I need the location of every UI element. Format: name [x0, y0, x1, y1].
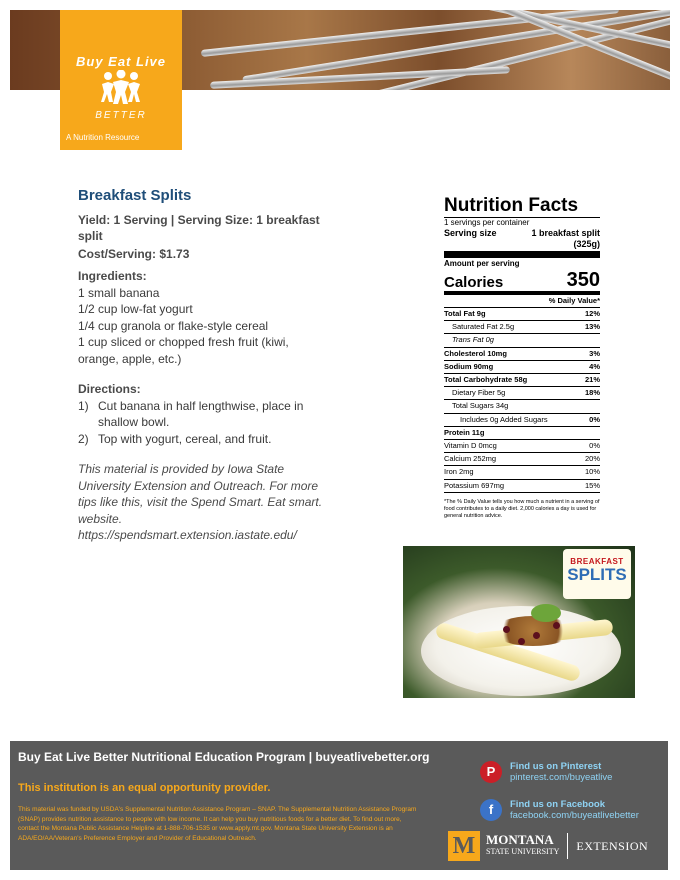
nutrient-label: Protein 11g	[444, 427, 485, 437]
serving-size-value: 1 breakfast split	[531, 228, 600, 238]
direction-number: 2)	[78, 431, 89, 446]
nutrient-row	[444, 334, 600, 347]
facebook-title: Find us on Facebook	[510, 799, 606, 810]
source-credit: This material is provided by Iowa State University Extension and Outreach. For more tips like this, visit the Spend Smart. Eat smart. website. https://spendsmart.extension.iastate.edu/	[78, 462, 323, 542]
berry	[503, 626, 510, 633]
berry	[553, 622, 560, 629]
vitamin-row	[444, 466, 600, 479]
footer-headline: Buy Eat Live Better Nutritional Education Program | buyeatlivebetter.org	[18, 750, 430, 764]
calories-value: 350	[566, 269, 600, 291]
msu-name-line1: MONTANA	[486, 832, 554, 847]
nutrient-dv: 3%	[589, 348, 600, 358]
funding-fine-print: This material was funded by USDA's Supplemental Nutrition Assistance Program – SNAP. The Supplemental Nutrition Assistance Program (SNAP) provides nutrition assistance to people with low income. It can help you buy nutritious foods for a better diet. To find out more, contact the Montana Public Assistance Helpline at 1-888-706-1535 or www.apply.mt.gov. Montana State University Extension is an ADA/EO/AA/Veteran's Preference Employer and Provider of Educational Outreach.	[18, 806, 417, 842]
directions-heading: Directions:	[78, 382, 141, 396]
nutrient-row	[444, 348, 600, 361]
pinterest-title: Find us on Pinterest	[510, 761, 602, 772]
nutrient-label: Includes 0g Added Sugars	[460, 414, 548, 424]
nutrition-footnote: *The % Daily Value tells you how much a nutrient in a serving of food contributes to a daily diet. 2,000 calories a day is used for general nutrition advice.	[444, 498, 600, 519]
direction-item	[78, 398, 328, 431]
nutrient-row	[444, 361, 600, 374]
nutrient-label: Total Sugars 34g	[452, 401, 509, 411]
nutrient-label: Cholesterol 10mg	[444, 348, 507, 358]
nutrient-row	[444, 321, 600, 334]
direction-item	[78, 431, 328, 448]
vitamin-dv: 15%	[584, 480, 600, 490]
pinterest-block[interactable]	[480, 761, 612, 783]
badge-line-2: SPLITS	[567, 565, 627, 584]
ingredient-item: 1 small banana	[78, 285, 160, 300]
berry	[533, 632, 540, 639]
kiwi-slice	[531, 604, 561, 622]
calories-label: Calories	[444, 274, 504, 291]
footer	[10, 741, 668, 870]
nutrient-dv: 4%	[589, 361, 600, 371]
nutrition-title: Nutrition Facts	[444, 195, 600, 218]
vitamin-row	[444, 480, 600, 493]
vitamin-label: Iron 2mg	[444, 467, 474, 477]
logo-brand-text: Buy Eat Live	[75, 54, 167, 69]
recipe-title: Breakfast Splits	[78, 187, 192, 204]
badge-line-1: BREAKFAST	[570, 557, 624, 566]
nutrient-label: Dietary Fiber 5g	[452, 388, 506, 398]
vitamin-label: Calcium 252mg	[444, 454, 497, 464]
logo-tagline: A Nutrition Resource	[66, 133, 140, 142]
vitamin-row	[444, 440, 600, 453]
nutrient-dv: 12%	[584, 309, 600, 318]
ingredient-item: 1 cup sliced or chopped fresh fruit (kiwi, orange, apple, etc.)	[78, 335, 289, 366]
equal-opportunity-statement: This institution is an equal opportunity provider.	[18, 782, 271, 794]
nutrient-label: Trans Fat 0g	[452, 335, 494, 345]
nutrient-dv: 13%	[584, 322, 600, 332]
nutrient-label: Sodium 90mg	[444, 361, 494, 371]
ingredients-list	[78, 285, 328, 368]
recipe-yield: Yield: 1 Serving | Serving Size: 1 breakfast split	[78, 212, 320, 243]
vitamin-label: Potassium 697mg	[444, 480, 505, 490]
nutrient-row	[444, 414, 600, 427]
vitamin-dv: 20%	[584, 454, 600, 464]
direction-text: Top with yogurt, cereal, and fruit.	[98, 431, 272, 446]
ingredient-item: 1/2 cup low-fat yogurt	[78, 302, 193, 316]
nutrient-dv: 18%	[584, 388, 600, 398]
vitamin-dv: 10%	[584, 467, 600, 477]
nutrition-facts-label	[442, 195, 602, 520]
msu-extension-logo	[448, 831, 648, 861]
vitamin-label: Vitamin D 0mcg	[444, 441, 497, 451]
berry	[518, 638, 525, 645]
vitamin-row	[444, 453, 600, 466]
ingredients-heading: Ingredients:	[78, 269, 147, 283]
serving-size-label: Serving size	[444, 228, 497, 238]
msu-name-line2: STATE UNIVERSITY	[486, 847, 560, 856]
msu-extension-text: EXTENSION	[576, 838, 649, 853]
nutrient-label: Total Fat 9g	[444, 309, 486, 318]
amount-per-serving: Amount per serving	[444, 259, 520, 268]
recipe-cost: Cost/Serving: $1.73	[78, 246, 190, 261]
calories-row	[444, 269, 600, 295]
ingredient-item: 1/4 cup granola or flake-style cereal	[78, 318, 269, 333]
servings-per-container: 1 servings per container	[444, 218, 530, 227]
logo-better-text: BETTER	[95, 110, 147, 121]
people-figures-icon	[98, 70, 144, 106]
facebook-icon: f	[480, 799, 502, 821]
nutrient-row	[444, 374, 600, 387]
pinterest-link[interactable]: pinterest.com/buyeatlive	[510, 772, 613, 783]
nutrient-dv: 21%	[584, 375, 600, 385]
breakfast-splits-badge	[563, 549, 631, 599]
facebook-block[interactable]	[480, 799, 639, 821]
nutrient-row	[444, 387, 600, 400]
nutrient-label: Saturated Fat 2.5g	[452, 322, 515, 332]
nutrient-row	[444, 400, 600, 413]
direction-number: 1)	[78, 398, 89, 413]
directions-list	[78, 398, 328, 448]
nutrient-label: Total Carbohydrate 58g	[444, 375, 528, 385]
msu-m-icon: M	[448, 831, 480, 861]
buy-eat-live-better-logo	[60, 10, 182, 150]
nutrient-row	[444, 427, 600, 440]
daily-value-header: % Daily Value*	[444, 295, 600, 308]
vitamin-dv: 0%	[589, 441, 600, 451]
serving-size-grams-row	[444, 239, 600, 258]
msu-divider	[567, 833, 568, 859]
recipe-section	[78, 188, 328, 544]
serving-size-row	[444, 228, 600, 239]
direction-text: Cut banana in half lengthwise, place in shallow bowl.	[98, 398, 304, 429]
breakfast-splits-photo	[403, 546, 635, 698]
nutrient-row	[444, 308, 600, 321]
serving-size-grams: (325g)	[573, 239, 600, 249]
facebook-link[interactable]: facebook.com/buyeatlivebetter	[510, 810, 639, 821]
pinterest-icon: P	[480, 761, 502, 783]
nutrient-dv: 0%	[589, 414, 600, 424]
